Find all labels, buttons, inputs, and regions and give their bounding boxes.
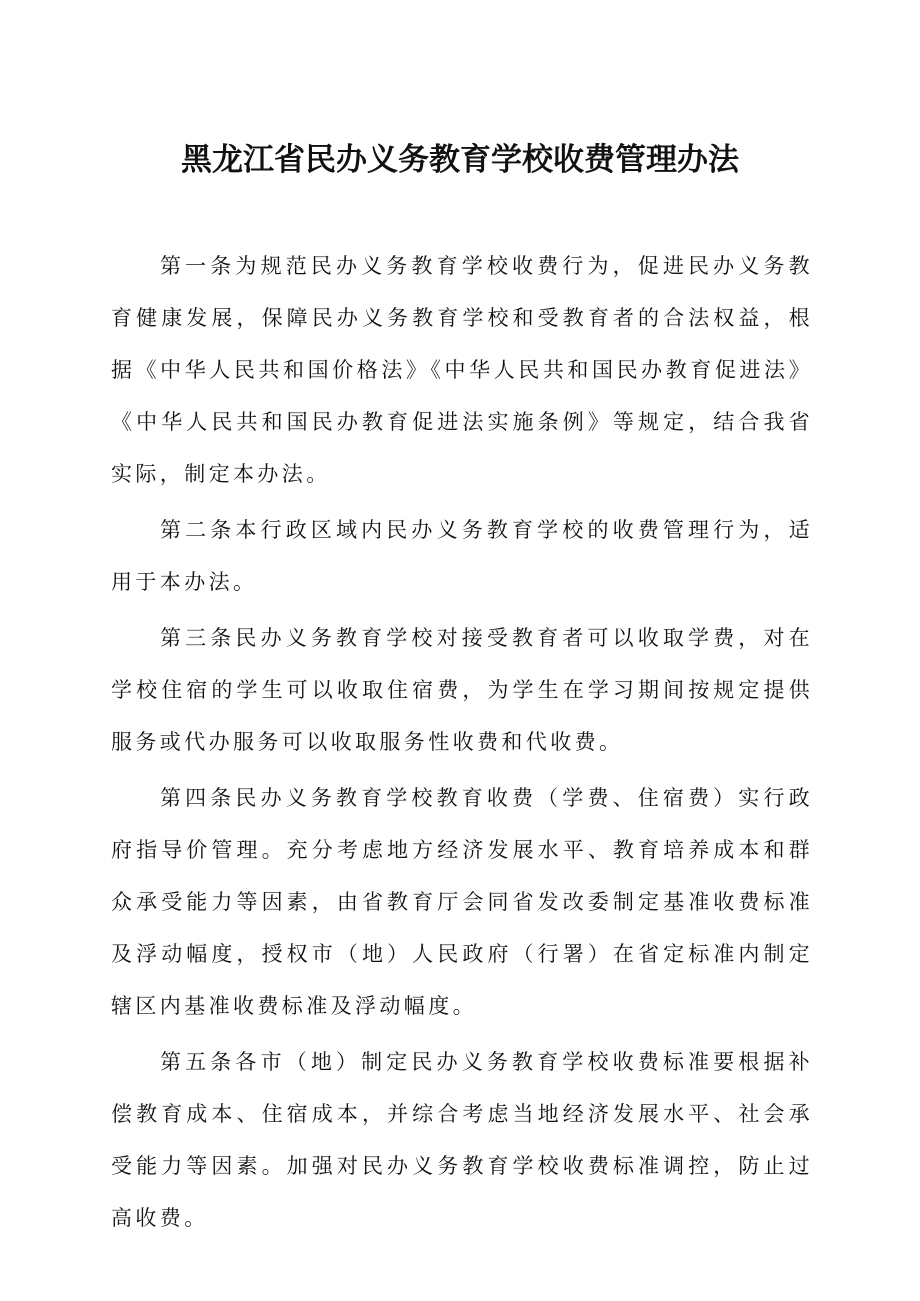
article-1-paragraph: 第一条为规范民办义务教育学校收费行为，促进民办义务教育健康发展，保障民办义务教育学校和受教育者的合法权益，根据《中华人民共和国价格法》《中华人民共和国民办教育促进法》《中华人民共和国民办教育促进法实施条例》等规定，结合我省实际，制定本办法。 bbox=[111, 254, 813, 486]
document-body bbox=[111, 240, 813, 1248]
document-title: 黑龙江省民办义务教育学校收费管理办法 bbox=[181, 142, 739, 178]
article-5-paragraph: 第五条各市（地）制定民办义务教育学校收费标准要根据补偿教育成本、住宿成本，并综合考虑当地经济发展水平、社会承受能力等因素。加强对民办义务教育学校收费标准调控，防止过高收费。 bbox=[111, 1050, 813, 1230]
article-2-paragraph: 第二条本行政区域内民办义务教育学校的收费管理行为，适用于本办法。 bbox=[111, 518, 813, 594]
article-3-paragraph: 第三条民办义务教育学校对接受教育者可以收取学费，对在学校住宿的学生可以收取住宿费，为学生在学习期间按规定提供服务或代办服务可以收取服务性收费和代收费。 bbox=[111, 626, 813, 754]
article-4-paragraph: 第四条民办义务教育学校教育收费（学费、住宿费）实行政府指导价管理。充分考虑地方经济发展水平、教育培养成本和群众承受能力等因素，由省教育厅会同省发改委制定基准收费标准及浮动幅度，授权市（地）人民政府（行署）在省定标准内制定辖区内基准收费标准及浮动幅度。 bbox=[111, 786, 813, 1018]
